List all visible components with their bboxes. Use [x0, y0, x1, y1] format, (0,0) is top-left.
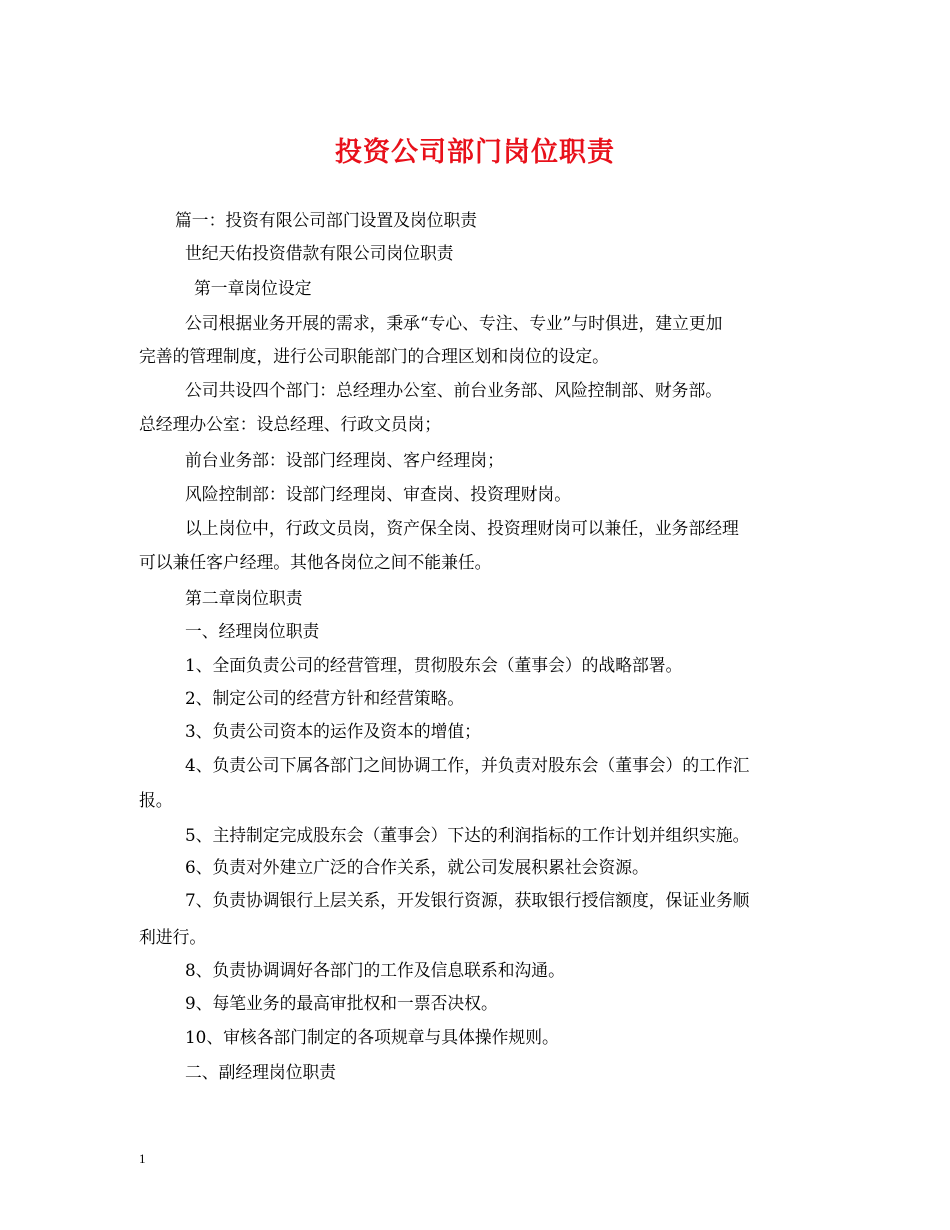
paragraph-line: 6、负责对外建立广泛的合作关系，就公司发展积累社会资源。: [185, 857, 649, 877]
paragraph-line: 风险控制部：设部门经理岗、审查岗、投资理财岗。: [185, 484, 571, 504]
paragraph-line: 总经理办公室：设总经理、行政文员岗；: [139, 414, 442, 434]
paragraph-line: 二、副经理岗位职责: [185, 1062, 337, 1082]
paragraph-line: 第二章岗位职责: [185, 588, 303, 608]
paragraph-line: 以上岗位中，行政文员岗，资产保全岗、投资理财岗可以兼任，业务部经理: [185, 518, 739, 538]
paragraph-line: 3、负责公司资本的运作及资本的增值；: [185, 721, 481, 741]
paragraph-line: 公司根据业务开展的需求，秉承“专心、专注、专业”与时俱进，建立更加: [185, 313, 723, 333]
paragraph-line: 9、每笔业务的最高审批权和一票否决权。: [185, 993, 498, 1013]
paragraph-line: 10、审核各部门制定的各项规章与具体操作规则。: [185, 1027, 559, 1047]
paragraph-line: 1、全面负责公司的经营管理，贯彻股东会（董事会）的战略部署。: [185, 655, 683, 675]
document-title: 投资公司部门岗位职责: [335, 137, 615, 168]
paragraph-line: 8、负责协调调好各部门的工作及信息联系和沟通。: [185, 960, 565, 980]
paragraph-line: 5、主持制定完成股东会（董事会）下达的利润指标的工作计划并组织实施。: [185, 825, 750, 845]
paragraph-line: 前台业务部：设部门经理岗、客户经理岗；: [185, 450, 504, 470]
paragraph-line: 公司共设四个部门：总经理办公室、前台业务部、风险控制部、财务部。: [185, 380, 723, 400]
paragraph-line: 可以兼任客户经理。其他各岗位之间不能兼任。: [139, 552, 492, 572]
paragraph-line: 2、制定公司的经营方针和经营策略。: [185, 688, 465, 708]
paragraph-line: 报。: [139, 790, 173, 810]
paragraph-line: 4、负责公司下属各部门之间协调工作，并负责对股东会（董事会）的工作汇: [185, 755, 750, 775]
paragraph-line: 一、经理岗位职责: [185, 621, 320, 641]
paragraph-line: 完善的管理制度，进行公司职能部门的合理区划和岗位的设定。: [139, 346, 609, 366]
paragraph-line: 7、负责协调银行上层关系，开发银行资源，获取银行授信额度，保证业务顺: [185, 890, 750, 910]
page-number: 1: [139, 1151, 146, 1166]
paragraph-line: 篇一：投资有限公司部门设置及岗位职责: [175, 210, 478, 230]
paragraph-line: 世纪天佑投资借款有限公司岗位职责: [185, 243, 454, 263]
paragraph-line: 利进行。: [139, 927, 207, 947]
paragraph-line: 第一章岗位设定: [194, 278, 312, 298]
